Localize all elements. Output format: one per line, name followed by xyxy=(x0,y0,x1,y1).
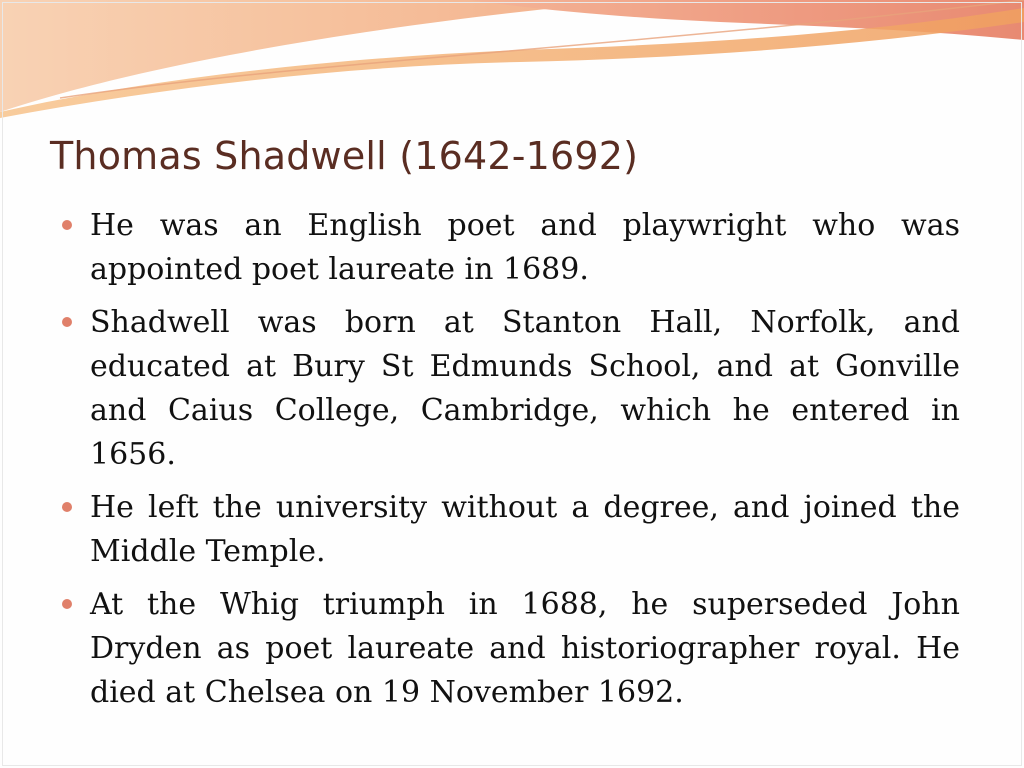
bullet-dot-icon xyxy=(62,317,72,327)
bullet-text: Shadwell was born at Stanton Hall, Norfolk, and educated at Bury St Edmunds School, and at Gonville and Caius College, Cambridge, which he entered in 1656. xyxy=(90,305,960,472)
bullet-text: He was an English poet and playwright who was appointed poet laureate in 1689. xyxy=(90,208,960,287)
bullet-item xyxy=(62,583,960,715)
bullet-item xyxy=(62,486,960,574)
bullet-text: He left the university without a degree, and joined the Middle Temple. xyxy=(90,490,960,569)
slide-title: Thomas Shadwell (1642-1692) xyxy=(50,134,639,178)
bullet-text: At the Whig triumph in 1688, he superseded John Dryden as poet laureate and historiographer royal. He died at Chelsea on 19 November 1692. xyxy=(90,587,960,710)
bullet-item xyxy=(62,204,960,292)
bullet-dot-icon xyxy=(62,599,72,609)
bullet-list xyxy=(62,204,960,724)
bullet-dot-icon xyxy=(62,220,72,230)
bullet-dot-icon xyxy=(62,502,72,512)
bullet-item xyxy=(62,301,960,477)
decorative-wave-header xyxy=(0,0,1024,130)
